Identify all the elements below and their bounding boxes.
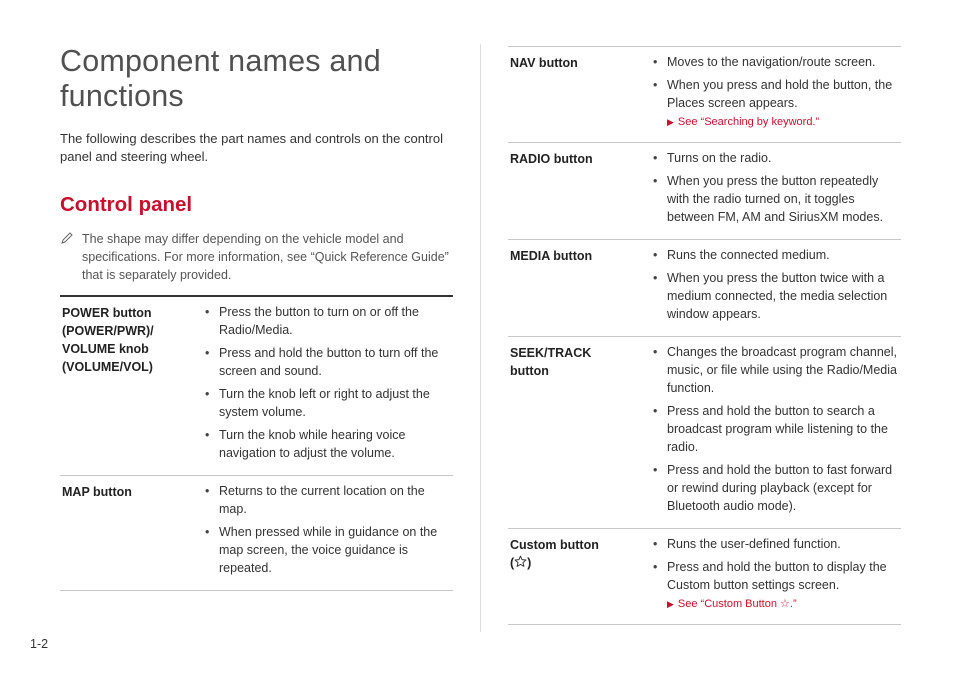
list-item: • Turn the knob left or right to adjust the system volume.: [205, 385, 453, 421]
column-divider: [480, 44, 481, 632]
cross-reference-link[interactable]: ▶ See “Searching by keyword.”: [667, 116, 820, 128]
list-item: • Moves to the navigation/route screen.: [653, 53, 901, 71]
table-row: [508, 337, 901, 529]
list-item: • Changes the broadcast program channel, music, or file while using the Radio/Media function.: [653, 343, 901, 397]
note-text: The shape may differ depending on the vehicle model and specifications. For more information, see “Quick Reference Guide” that is separately provided.: [82, 232, 449, 282]
page-title: Component names and functions: [60, 44, 381, 113]
list-item: • Turns on the radio.: [653, 149, 901, 167]
pencil-note-icon: [60, 231, 74, 245]
list-item: • Runs the connected medium.: [653, 246, 901, 264]
table-row: [508, 143, 901, 240]
left-table: [60, 295, 453, 591]
star-icon: [514, 555, 527, 568]
table-row: [508, 47, 901, 143]
row-label: MEDIA button: [510, 249, 593, 263]
row-label: MAP button: [62, 485, 132, 499]
list-item: • When you press the button twice with a medium connected, the media selection window appears.: [653, 269, 901, 323]
table-row: [508, 240, 901, 337]
cross-reference-link[interactable]: ▶ See “Custom Button ☆.”: [667, 598, 797, 610]
row-body: [205, 297, 453, 475]
note: [60, 230, 453, 284]
row-body: [653, 47, 901, 142]
list-item: • When pressed while in guidance on the map screen, the voice guidance is repeated.: [205, 523, 453, 577]
table-row: [60, 476, 453, 591]
row-body: [205, 476, 453, 590]
list-item: • Press and hold the button to turn off the screen and sound.: [205, 344, 453, 380]
table-row: [508, 529, 901, 625]
row-body: [653, 337, 901, 528]
list-item: • Press the button to turn on or off the Radio/Media.: [205, 303, 453, 339]
row-label: NAV button: [510, 56, 578, 70]
list-item: • When you press the button repeatedly with the radio turned on, it toggles between FM, AM and SiriusXM modes.: [653, 172, 901, 226]
list-item: • Press and hold the button to search a broadcast program while listening to the radio.: [653, 402, 901, 456]
intro-text: The following describes the part names and controls on the control panel and steering wheel.: [60, 131, 443, 164]
row-label: RADIO button: [510, 152, 593, 166]
list-item: • Press and hold the button to fast forward or rewind during playback (except for Bluetooth audio mode).: [653, 461, 901, 515]
list-item: • Runs the user-defined function.: [653, 535, 901, 553]
list-item: • Returns to the current location on the map.: [205, 482, 453, 518]
row-body: [653, 143, 901, 239]
page-number: 1-2: [30, 637, 49, 651]
table-row: [60, 297, 453, 476]
row-body: [653, 240, 901, 336]
row-label: Custom button ( ): [510, 538, 599, 570]
row-label: POWER button (POWER/PWR)/ VOLUME knob (VOLUME/VOL): [62, 306, 154, 374]
triangle-right-icon: ▶: [667, 599, 674, 609]
section-title: Control panel: [60, 193, 193, 216]
list-item: • Turn the knob while hearing voice navigation to adjust the volume.: [205, 426, 453, 462]
row-body: [653, 529, 901, 624]
triangle-right-icon: ▶: [667, 117, 674, 127]
row-label: SEEK/TRACK button: [510, 346, 592, 378]
list-item: • When you press and hold the button, the Places screen appears.: [653, 76, 901, 112]
list-item: • Press and hold the button to display the Custom button settings screen.: [653, 558, 901, 594]
right-table: [508, 46, 901, 625]
